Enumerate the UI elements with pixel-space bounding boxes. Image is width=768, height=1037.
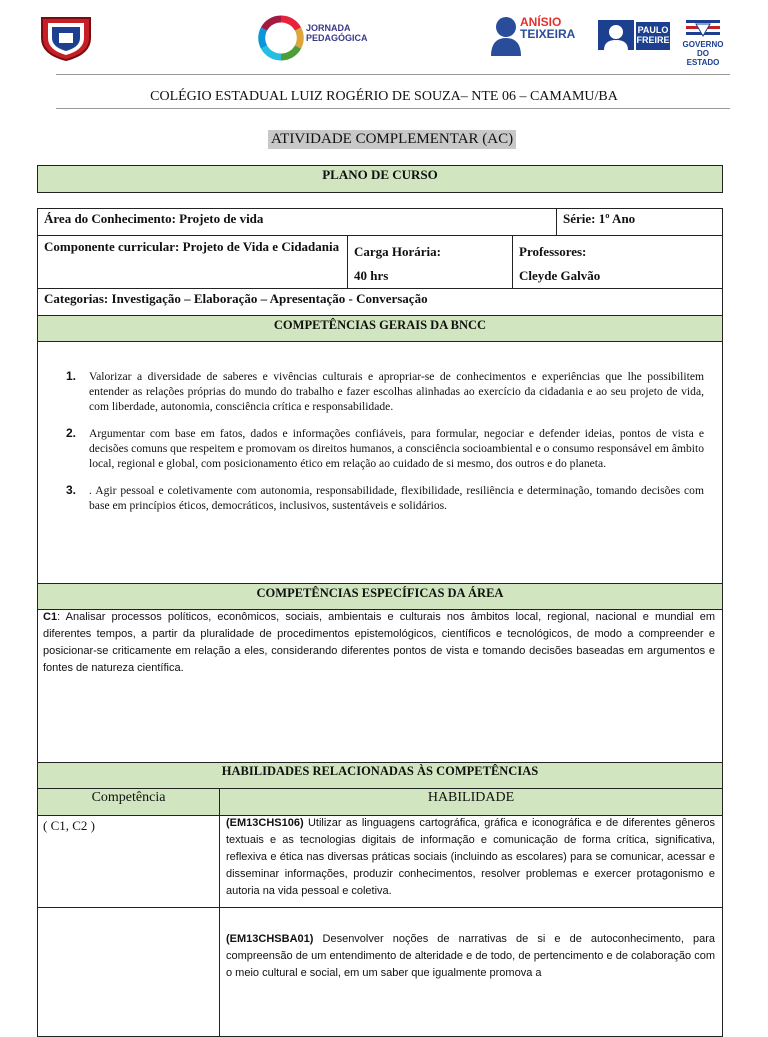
competencia-item-1: [64, 369, 704, 414]
habilidade-desc: Desenvolver noções de narrativas de si e de autoconhecimento, para compreensão de um entendimento de alteridade e de todo, de pertencimento e de colaboração com o meio cultural e social, em um saber que igualmente promova a: [226, 933, 715, 979]
componente-cell: Componente curricular: Projeto de Vida e Cidadania: [37, 235, 348, 289]
professores-value: Cleyde Galvão: [519, 268, 601, 283]
activity-title: ATIVIDADE COMPLEMENTAR (AC): [268, 130, 516, 149]
competencia-number: 3.: [66, 483, 77, 497]
habilidade-desc: Utilizar as linguagens cartográfica, gráfica e iconográfica e de diferentes gêneros textuais e as tecnologias digitais de informação e comunicação de forma crítica, significativa, reflexiva e ética nas diversas práticas sociais (incluindo as escolares) para se comunicar, acessar e disseminar informações, produzir conhecimentos, resolver problemas e exercer protagonismo e autoria na vida pessoal e coletiva.: [226, 817, 715, 897]
competencia-item-2: [64, 426, 704, 471]
habilidade-text-1: [226, 815, 715, 900]
logo-row: [0, 0, 768, 70]
governo-line1: GOVERNO: [682, 40, 724, 49]
serie-cell: Série: 1º Ano: [556, 208, 723, 236]
competencia-number: 2.: [66, 426, 77, 440]
plano-title: PLANO DE CURSO: [322, 167, 438, 182]
competencia-especifica-text: [43, 609, 715, 677]
habilidades-header: [37, 762, 723, 789]
area-cell: Área do Conhecimento: Projeto de vida: [37, 208, 557, 236]
anisio-teixeira-portrait-icon: [488, 12, 524, 56]
school-name: COLÉGIO ESTADUAL LUIZ ROGÉRIO DE SOUZA– NTE 06 – CAMAMU/BA: [150, 89, 618, 104]
plano-box: [37, 165, 723, 193]
categorias-cell: Categorias: Investigação – Elaboração – Apresentação - Conversação: [37, 288, 723, 316]
habilidade-code: (EM13CHS106): [226, 817, 304, 829]
header-rule-bottom: [56, 108, 730, 109]
col-competencia-header: Competência: [37, 788, 220, 816]
carga-cell: [347, 235, 513, 289]
habilidades-title: HABILIDADES RELACIONADAS ÀS COMPETÊNCIAS: [221, 764, 539, 778]
col-habilidade-header: HABILIDADE: [219, 788, 723, 816]
jornada-text: [306, 23, 368, 43]
carga-label: Carga Horária:: [354, 244, 442, 259]
anisio-line2: TEIXEIRA: [520, 27, 576, 41]
comp-cell-2: [37, 907, 220, 1037]
competencia-code: C1: [43, 611, 58, 623]
governo-text: [680, 40, 726, 67]
competencias-especificas-title: COMPETÊNCIAS ESPECÍFICAS DA ÁREA: [256, 586, 504, 600]
school-crest-logo: [38, 14, 94, 62]
header-rule-top: [56, 74, 730, 75]
carga-value: 40 hrs: [354, 268, 389, 283]
anisio-line1: ANÍSIO: [520, 15, 562, 29]
competencias-gerais-title: COMPETÊNCIAS GERAIS DA BNCC: [273, 318, 487, 332]
competencias-gerais-header: [37, 315, 723, 342]
competencia-text: . Agir pessoal e coletivamente com autonomia, responsabilidade, flexibilidade, resiliência e determinação, tomando decisões com base em princípios éticos, democráticos, inclusivos, sustentáveis e solidários.: [89, 484, 704, 512]
competencia-especifica-desc: : Analisar processos políticos, econômicos, sociais, ambientais e culturais nos âmbitos local, regional, nacional e mundial em diferentes tempos, a partir da pluralidade de procedimentos epistemológicos, científicos e tecnológicos, de modo a compreender e posicionar-se criticamente em relação a eles, considerando diferentes pontos de vista e tomando decisões baseadas em argumentos e fontes de natureza científica.: [43, 611, 715, 674]
jornada-line1: JORNADA: [306, 23, 351, 33]
paulo-freire-portrait-icon: [598, 20, 634, 50]
habilidade-code: (EM13CHSBA01): [226, 933, 314, 945]
competencia-text: Argumentar com base em fatos, dados e informações confiáveis, para formular, negociar e defender ideias, pontos de vista e decisões comuns que respeitem e promovam os direitos humanos, a consciência socioambiental e o consumo responsável em âmbito local, regional e global, com posicionamento ético em relação ao cuidado de si mesmo, dos outros e do planeta.: [89, 427, 704, 470]
jornada-pedagogica-logo: [258, 15, 304, 61]
paulo-line1: PAULO: [637, 25, 669, 35]
comp-cell-1: ( C1, C2 ): [37, 815, 220, 908]
paulo-freire-text: [636, 22, 670, 50]
competencia-item-3: [64, 483, 704, 513]
anisio-text: [520, 16, 575, 40]
competencia-text: Valorizar a diversidade de saberes e vivências culturais e apropriar-se de conhecimentos e experiências que lhe possibilitem entender as relações próprias do mundo do trabalho e fazer escolhas alinhadas ao exercício da cidadania e ao seu projeto de vida, com liberdade, autonomia, consciência crítica e responsabilidade.: [89, 370, 704, 413]
jornada-line2: PEDAGÓGICA: [306, 33, 368, 43]
professores-cell: [512, 235, 723, 289]
paulo-line2: FREIRE: [636, 35, 670, 45]
bahia-flag-icon: [686, 20, 720, 38]
competencia-number: 1.: [66, 369, 77, 383]
governo-line2: DO ESTADO: [686, 49, 720, 67]
habilidade-text-2: [226, 931, 715, 982]
competencias-gerais-list: [64, 369, 704, 525]
professores-label: Professores:: [519, 244, 587, 259]
competencias-especificas-header: [37, 583, 723, 610]
